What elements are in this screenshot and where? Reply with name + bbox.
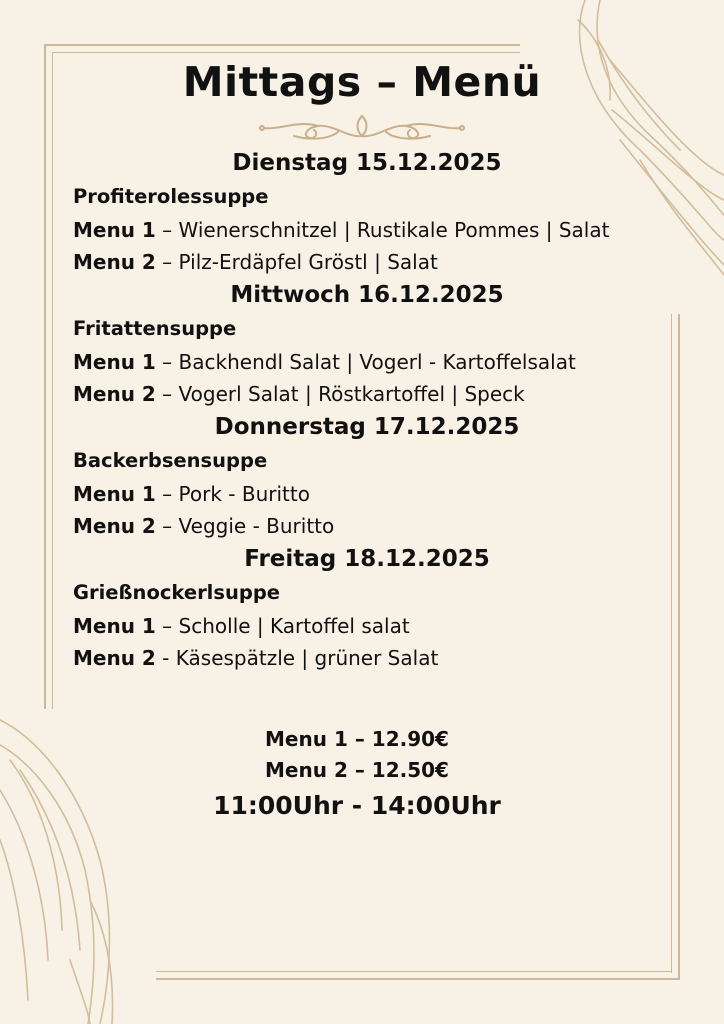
menu-label: Menu 2 xyxy=(73,382,156,406)
menu-label: Menu 2 xyxy=(73,250,156,274)
frame-top-line xyxy=(44,44,520,46)
price-section xyxy=(0,724,724,826)
soup-line: Profiterolessuppe xyxy=(73,185,269,208)
menu-dishes: – Wienerschnitzel | Rustikale Pommes | Salat xyxy=(155,218,610,242)
menu-line xyxy=(73,246,673,278)
menu-dishes: – Veggie - Buritto xyxy=(155,514,335,538)
menu-label: Menu 1 xyxy=(73,614,156,638)
frame-bottom-line xyxy=(156,978,680,980)
day-section-friday xyxy=(73,542,673,674)
menu-dishes: – Pilz-Erdäpfel Gröstl | Salat xyxy=(155,250,438,274)
day-section-tuesday xyxy=(73,146,673,278)
menu-dishes: – Backhendl Salat | Vogerl - Kartoffelsalat xyxy=(155,350,576,374)
menu-line xyxy=(73,378,673,410)
menu-dishes: – Scholle | Kartoffel salat xyxy=(155,614,410,638)
day-title: Donnerstag 17.12.2025 xyxy=(214,414,520,440)
menu-dishes: – Pork - Buritto xyxy=(155,482,310,506)
frame-left-line-inner xyxy=(52,52,53,709)
day-title: Freitag 18.12.2025 xyxy=(244,546,490,572)
menu-label: Menu 1 xyxy=(73,482,156,506)
menu-line xyxy=(73,510,673,542)
menu-dishes: – Vogerl Salat | Röstkartoffel | Speck xyxy=(155,382,525,406)
divider-ornament-icon xyxy=(258,112,466,144)
page-title: Mittags – Menü xyxy=(182,58,542,106)
menu-dishes: - Käsespätzle | grüner Salat xyxy=(155,646,439,670)
menu-label: Menu 1 xyxy=(73,218,156,242)
menu-line xyxy=(73,214,673,246)
frame-top-line-inner xyxy=(52,52,520,53)
menu-label: Menu 2 xyxy=(73,646,156,670)
price-menu-2: Menu 2 – 12.50€ xyxy=(265,758,449,782)
menu-line xyxy=(73,610,673,642)
menu-label: Menu 1 xyxy=(73,350,156,374)
frame-left-line xyxy=(44,44,46,709)
day-section-thursday xyxy=(73,410,673,542)
soup-line: Backerbsensuppe xyxy=(73,449,268,472)
day-section-wednesday xyxy=(73,278,673,410)
soup-line: Grießnockerlsuppe xyxy=(73,581,280,604)
menu-line xyxy=(73,346,673,378)
day-title: Mittwoch 16.12.2025 xyxy=(230,282,504,308)
soup-line: Fritattensuppe xyxy=(73,317,237,340)
frame-bottom-line-inner xyxy=(156,971,672,972)
menu-label: Menu 2 xyxy=(73,514,156,538)
menu-content xyxy=(73,146,673,674)
menu-line xyxy=(73,642,673,674)
price-menu-1: Menu 1 – 12.90€ xyxy=(265,727,449,751)
menu-line xyxy=(73,478,673,510)
opening-hours: 11:00Uhr - 14:00Uhr xyxy=(213,791,501,820)
day-title: Dienstag 15.12.2025 xyxy=(232,150,502,176)
frame-right-line xyxy=(678,314,680,980)
